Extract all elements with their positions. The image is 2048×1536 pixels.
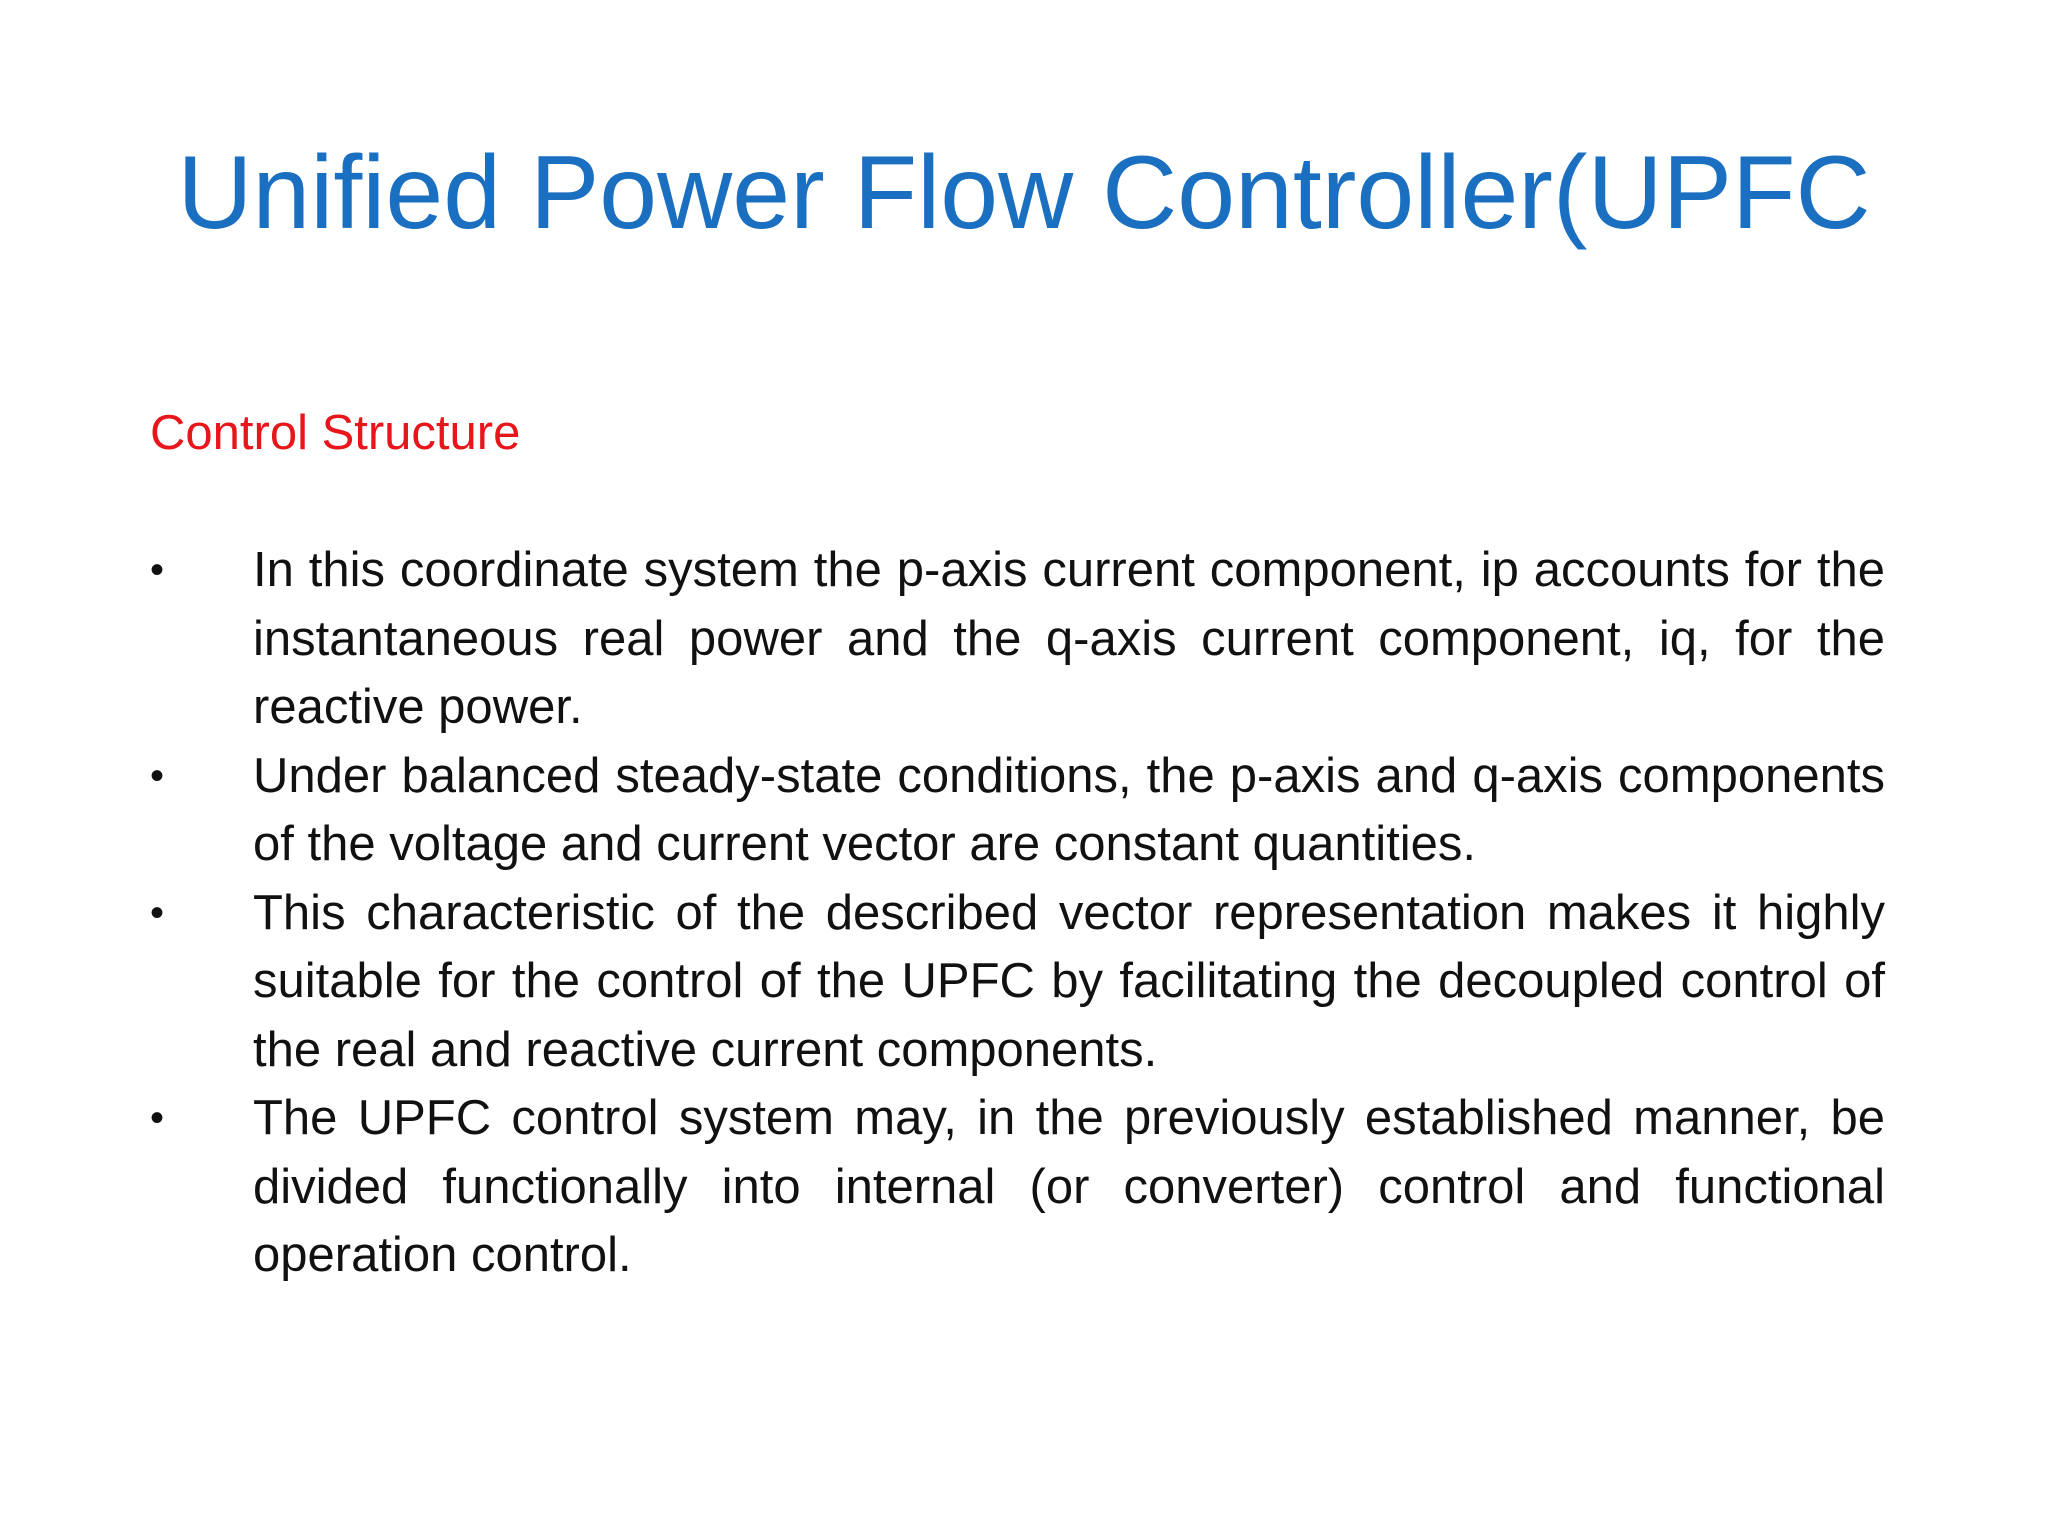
bullet-icon: • — [150, 890, 165, 935]
section-heading: Control Structure — [150, 406, 521, 460]
bullet-icon: • — [150, 753, 165, 798]
bullet-text: The UPFC control system may, in the previously established manner, be divided functionally into internal (or converter) control and functional operation control. — [253, 1091, 1885, 1282]
bullet-item — [150, 879, 1885, 1085]
bullet-item — [150, 536, 1885, 742]
slide-title: Unified Power Flow Controller(UPFC — [177, 135, 1871, 251]
bullet-text: In this coordinate system the p-axis current component, ip accounts for the instantaneous real power and the q-axis current component, iq, for the reactive power. — [253, 543, 1885, 734]
bullet-text: This characteristic of the described vector representation makes it highly suitable for the control of the UPFC by facilitating the decoupled control of the real and reactive current components. — [253, 885, 1885, 1077]
bullet-icon: • — [150, 548, 165, 592]
bullet-item — [150, 1084, 1885, 1290]
bullet-text: Under balanced steady-state conditions, the p-axis and q-axis components of the voltage and current vector are constant quantities. — [253, 748, 1885, 871]
bullet-item — [150, 742, 1885, 879]
bullet-list — [150, 536, 1885, 1290]
bullet-icon: • — [150, 1096, 165, 1140]
